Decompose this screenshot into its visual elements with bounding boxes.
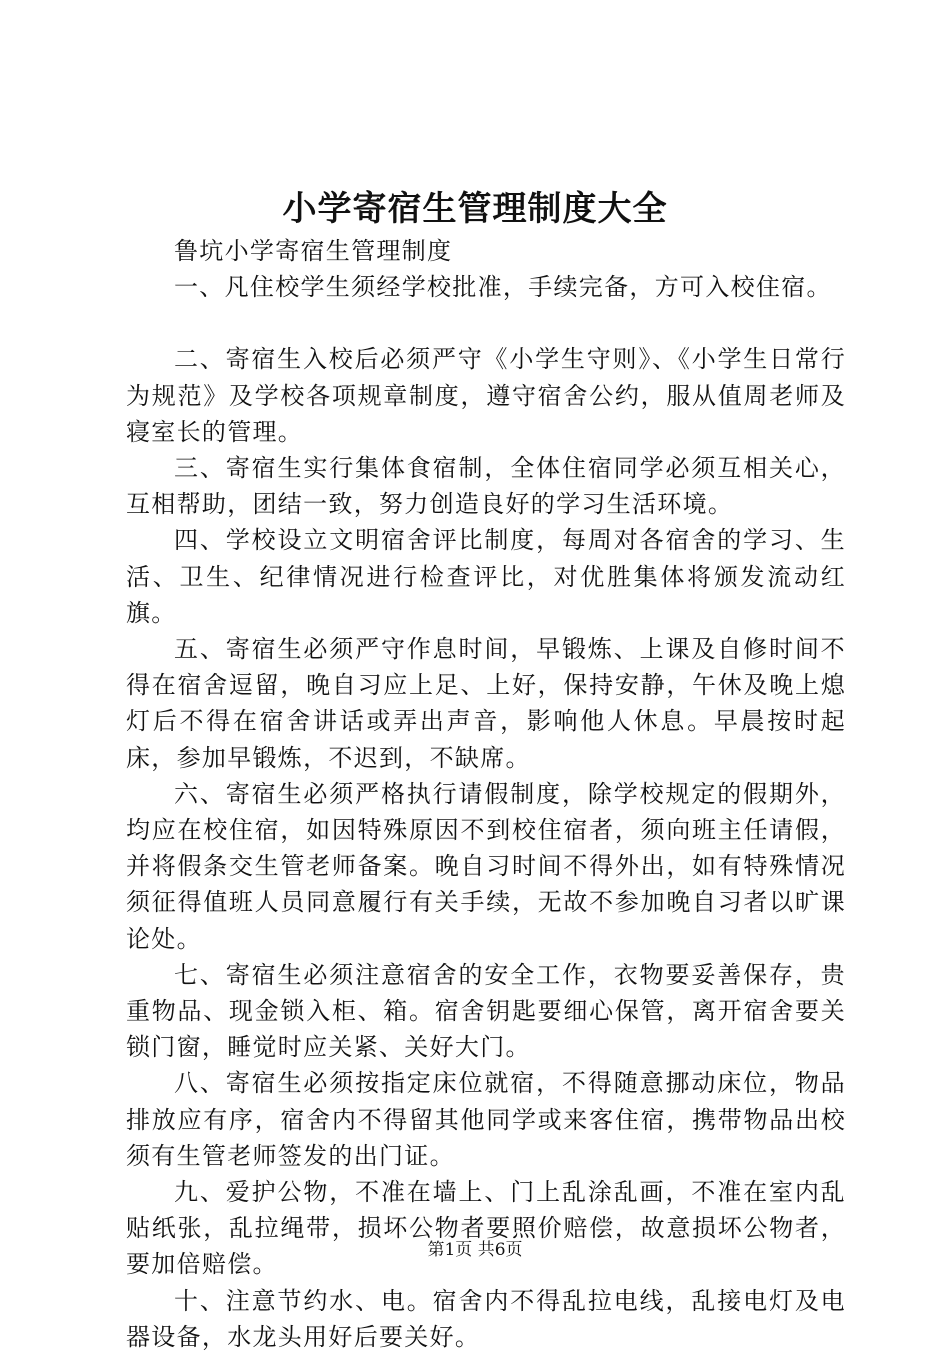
rule-paragraph: 一、凡住校学生须经学校批准，手续完备，方可入校住宿。 — [174, 273, 832, 302]
rule-paragraph: 七、寄宿生必须注意宿舍的安全工作，衣物要妥善保存，贵重物品、现金锁入柜、箱。宿舍钥匙要细心保管，离开宿舍要关锁门窗，睡觉时应关紧、关好大门。 — [126, 960, 846, 1062]
rule-paragraph: 四、学校设立文明宿舍评比制度，每周对各宿舍的学习、生活、卫生、纪律情况进行检查评比，对优胜集体将颁发流动红旗。 — [126, 526, 846, 627]
page-indicator: 第1页 共6页 — [427, 1240, 523, 1260]
rule-paragraph: 九、爱护公物，不准在墙上、门上乱涂乱画，不准在室内乱贴纸张，乱拉绳带，损坏公物者要照价赔偿，故意损坏公物者，要加倍赔偿。 — [126, 1178, 846, 1279]
rule-paragraph: 二、寄宿生入校后必须严守《小学生守则》、《小学生日常行为规范》及学校各项规章制度，遵守宿舍公约，服从值周老师及寝室长的管理。 — [126, 345, 846, 446]
rule-paragraph: 五、寄宿生必须严守作息时间，早锻炼、上课及自修时间不得在宿舍逗留，晚自习应上足、上好，保持安静，午休及晚上熄灯后不得在宿舍讲话或弄出声音，影响他人休息。早晨按时起床，参加早锻炼，不迟到，不缺席。 — [126, 635, 846, 772]
rule-paragraph: 十、注意节约水、电。宿舍内不得乱拉电线，乱接电灯及电器设备，水龙头用好后要关好。 — [126, 1286, 846, 1351]
document-subtitle: 鲁坑小学寄宿生管理制度 — [174, 237, 453, 265]
document-title: 小学寄宿生管理制度大全 — [282, 189, 668, 229]
rule-paragraph: 三、寄宿生实行集体食宿制，全体住宿同学必须互相关心，互相帮助，团结一致，努力创造良好的学习生活环境。 — [126, 454, 846, 519]
rule-paragraph: 六、寄宿生必须严格执行请假制度，除学校规定的假期外，均应在校住宿，如因特殊原因不到校住宿者，须向班主任请假，并将假条交生管老师备案。晚自习时间不得外出，如有特殊情况须征得值班人员同意履行有关手续，无故不参加晚自习者以旷课论处。 — [126, 779, 846, 953]
document-body — [126, 233, 846, 1355]
rule-paragraph: 八、寄宿生必须按指定床位就宿，不得随意挪动床位，物品排放应有序，宿舍内不得留其他同学或来客住宿，携带物品出校须有生管老师签发的出门证。 — [126, 1069, 846, 1170]
